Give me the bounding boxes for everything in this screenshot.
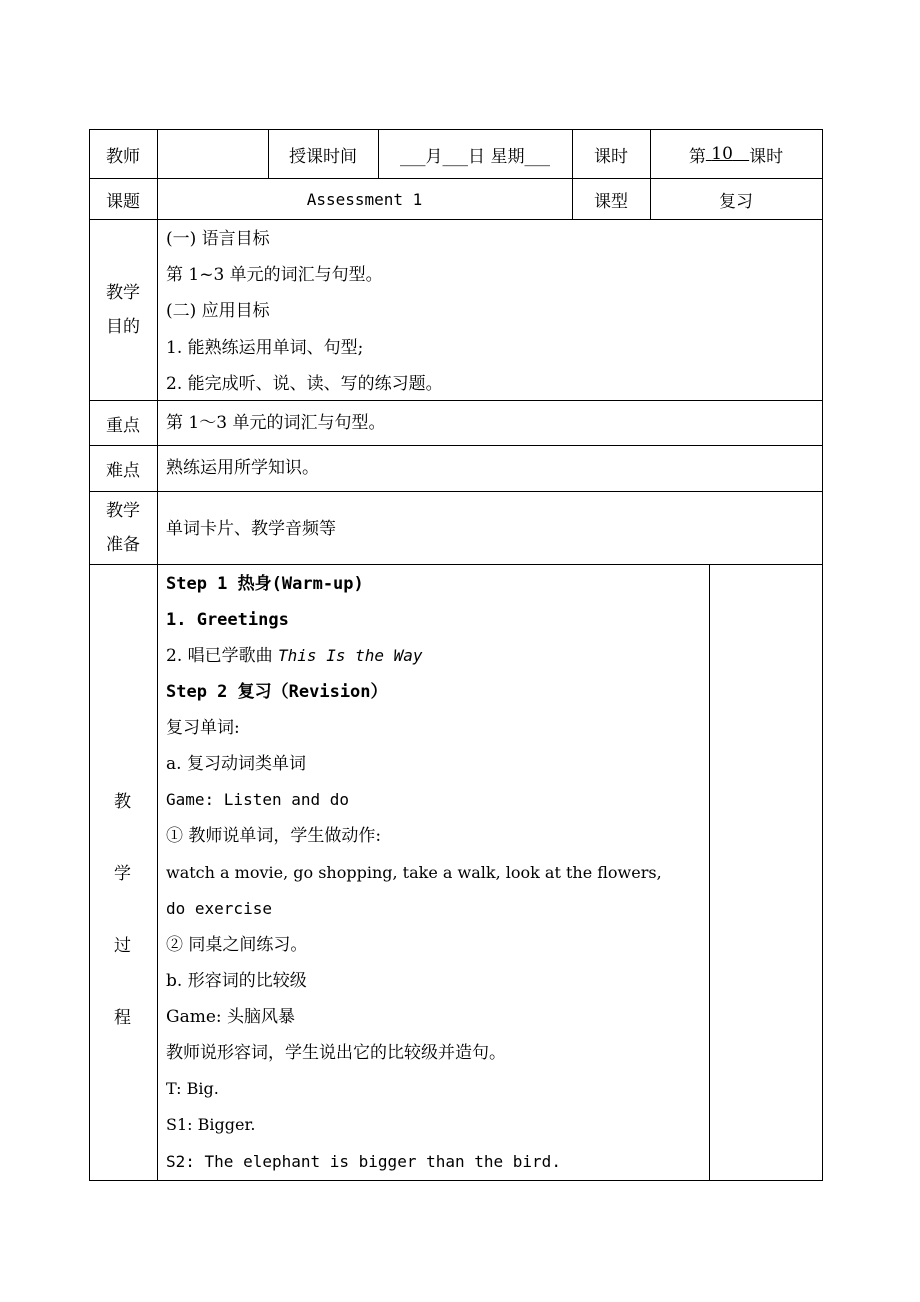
preparation-label (89, 492, 157, 564)
process-label-char-2: 学 (114, 864, 131, 884)
table-border-bottom (89, 1180, 823, 1181)
process-label-char-3: 过 (114, 936, 131, 956)
row-divider (89, 445, 823, 446)
row-divider (89, 491, 823, 492)
preparation-label-line1: 教学 (106, 501, 140, 521)
difficulties-label: 难点 (106, 461, 140, 481)
greetings: 1. Greetings (166, 610, 289, 630)
dialogue-student-2: S2: The elephant is bigger than the bird. (166, 1152, 561, 1171)
instruction: 教师说形容词，学生说出它的比较级并造句。 (166, 1043, 506, 1063)
teacher-value (157, 129, 268, 179)
date-field: ___月___日 星期___ (400, 146, 550, 167)
objective-line-4: 1. 能熟练运用单词、句型; (166, 338, 364, 358)
teacher-label: 教师 (106, 146, 140, 167)
process-label-char-4: 程 (114, 1008, 131, 1028)
phrases-line-1: watch a movie, go shopping, take a walk, look at the flowers, (166, 863, 662, 882)
game-brainstorm: Game: 头脑风暴 (166, 1007, 296, 1027)
objective-line-1: (一) 语言目标 (166, 229, 270, 249)
objective-line-2: 第 1~3 单元的词汇与句型。 (166, 265, 383, 285)
dialogue-student-1: S1: Bigger. (166, 1115, 256, 1134)
dialogue-teacher: T: Big. (166, 1079, 219, 1098)
song-title: This Is the Way (278, 646, 423, 665)
objectives-label-line1: 教学 (106, 283, 140, 303)
song-prefix: 2. 唱已学歌曲 (166, 646, 279, 666)
song-line (166, 646, 423, 666)
label-column-divider (157, 129, 158, 1181)
period-field (650, 129, 822, 179)
review-words: 复习单词: (166, 718, 240, 738)
objective-line-5: 2. 能完成听、说、读、写的练习题。 (166, 374, 443, 394)
table-border-right (822, 129, 823, 1181)
step1-title: Step 1 热身(Warm-up) (166, 574, 364, 594)
objective-line-3: (二) 应用目标 (166, 301, 270, 321)
difficulties-value: 熟练运用所学知识。 (166, 458, 319, 478)
time-label: 授课时间 (289, 146, 357, 167)
game-listen-and-do: Game: Listen and do (166, 790, 350, 809)
preparation-label-line2: 准备 (106, 535, 140, 555)
notes-column-divider (709, 564, 710, 1181)
topic-label: 课题 (106, 191, 140, 212)
objectives-label-line2: 目的 (106, 317, 140, 337)
topic-value: Assessment 1 (306, 189, 423, 209)
activity-item-1: ① 教师说单词，学生做动作: (166, 826, 382, 846)
period-number: 10 (711, 144, 733, 164)
comparative-title: b. 形容词的比较级 (166, 971, 307, 991)
row-divider (89, 219, 823, 220)
type-value: 复习 (719, 191, 753, 212)
period-label: 课时 (594, 146, 628, 167)
phrases-line-2: do exercise (166, 899, 272, 918)
period-suffix: 课时 (749, 146, 784, 167)
row-divider (89, 564, 823, 565)
row-divider (89, 400, 823, 401)
objectives-label (89, 220, 157, 400)
verb-review-title: a. 复习动词类单词 (166, 754, 306, 774)
step2-title: Step 2 复习（Revision） (166, 682, 388, 702)
period-prefix: 第 (688, 146, 706, 167)
process-label-char-1: 教 (114, 792, 131, 812)
type-label: 课型 (594, 191, 628, 212)
preparation-value: 单词卡片、教学音频等 (166, 519, 336, 539)
key-points-label: 重点 (106, 415, 140, 436)
key-points-value: 第 1～3 单元的词汇与句型。 (166, 413, 386, 433)
activity-item-2: ② 同桌之间练习。 (166, 935, 308, 955)
